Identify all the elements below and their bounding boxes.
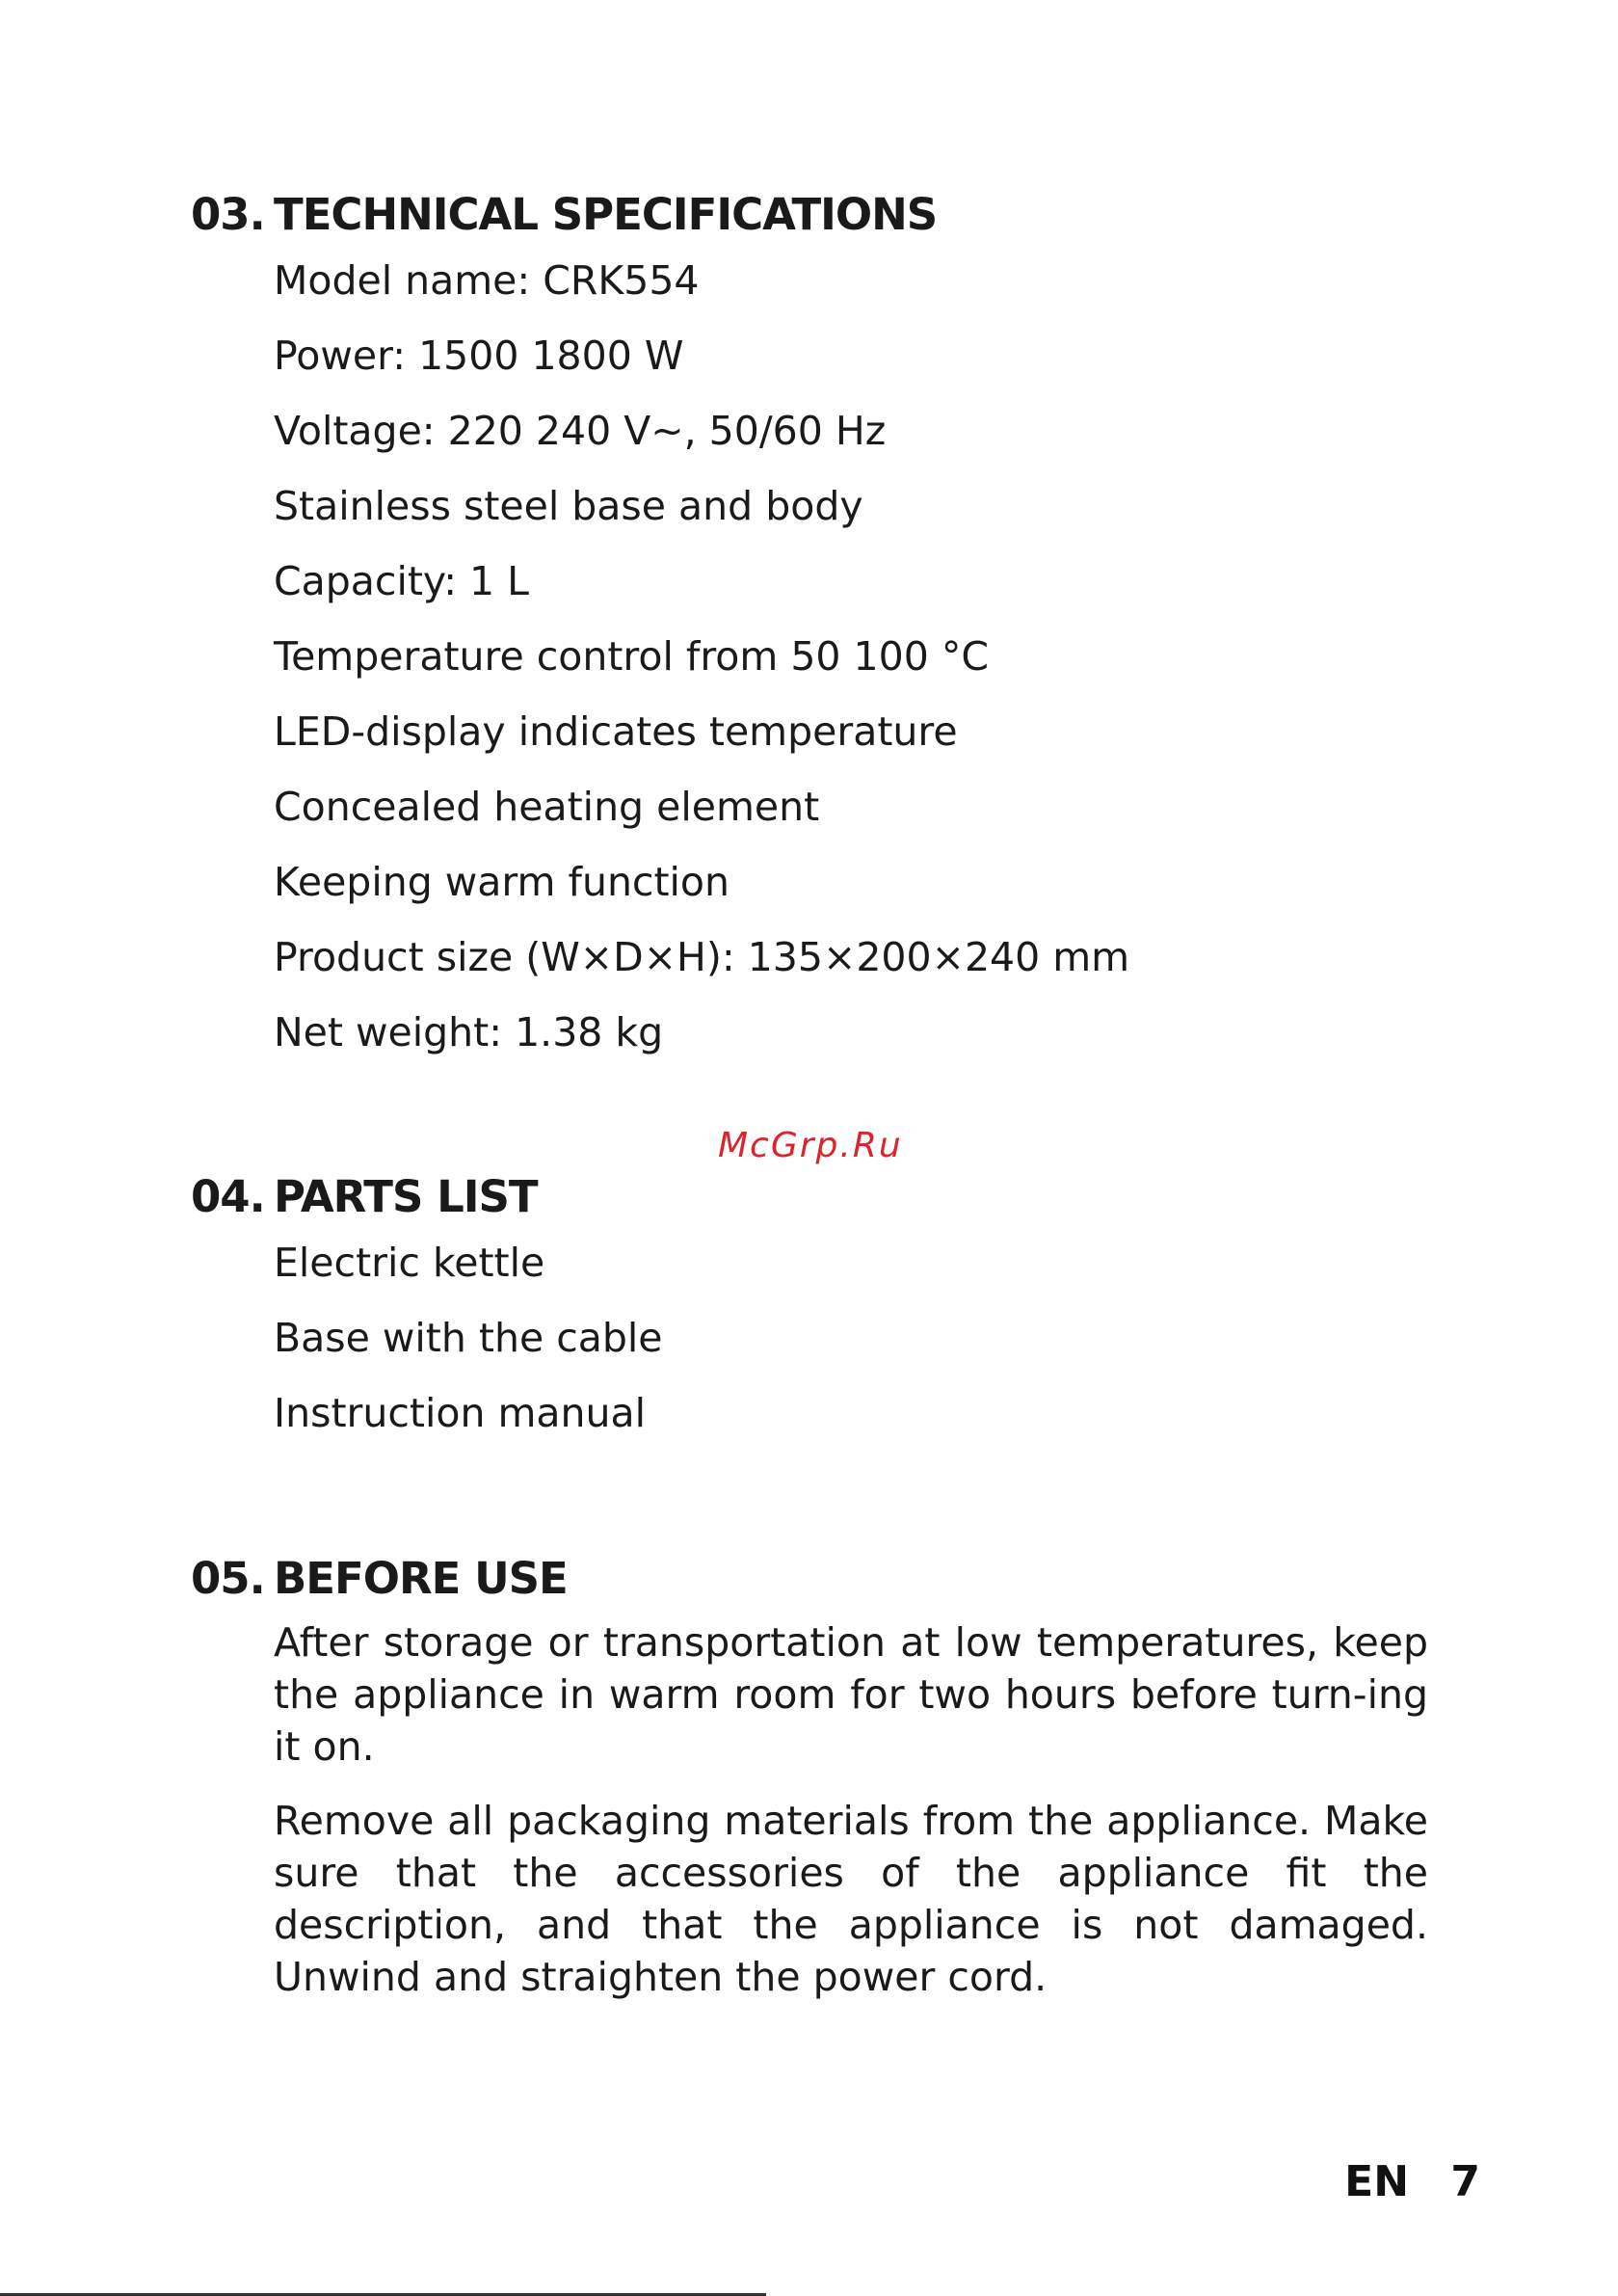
spec-item: Stainless steel base and body xyxy=(274,483,863,529)
section-number: 05. xyxy=(191,1553,265,1604)
spec-item: LED-display indicates temperature xyxy=(274,708,958,755)
before-use-section xyxy=(191,1551,1434,2003)
part-item: Base with the cable xyxy=(274,1315,663,1361)
section-heading xyxy=(191,1169,1434,1225)
spec-item: Concealed heating element xyxy=(274,784,820,830)
technical-specifications-section xyxy=(191,187,1434,1070)
part-item: Instruction manual xyxy=(274,1390,647,1436)
watermark-text: McGrp.Ru xyxy=(718,1126,903,1165)
section-number: 03. xyxy=(191,189,265,240)
section-title: PARTS LIST xyxy=(274,1171,538,1222)
language-label: EN xyxy=(1344,2157,1410,2206)
page-number: 7 xyxy=(1450,2157,1480,2206)
section-heading xyxy=(191,1551,1434,1607)
section-heading xyxy=(191,187,1434,243)
spec-item: Net weight: 1.38 kg xyxy=(274,1009,664,1055)
spec-item: Keeping warm function xyxy=(274,859,730,905)
section-title: BEFORE USE xyxy=(274,1553,568,1604)
spec-list xyxy=(274,243,1434,1070)
section-title: TECHNICAL SPECIFICATIONS xyxy=(274,189,938,240)
spec-item: Product size (W×D×H): 135×200×240 mm xyxy=(274,934,1130,980)
spec-item: Capacity: 1 L xyxy=(274,558,529,604)
section-number: 04. xyxy=(191,1171,265,1222)
parts-list-section xyxy=(191,1169,1434,1451)
spec-item: Temperature control from 50 100 °C xyxy=(274,633,989,680)
paragraph: After storage or transportation at low temperatures, keep the appliance in warm room for two hours before turn-ing it on. xyxy=(274,1619,1428,1770)
parts-list xyxy=(274,1225,1434,1451)
part-item: Electric kettle xyxy=(274,1240,545,1286)
paragraph: Remove all packaging materials from the appliance. Make sure that the accessories of the appliance fit the description, and that the appliance is not damaged. Unwind and straighten the power cord. xyxy=(274,1798,1428,2000)
page-footer xyxy=(1344,2157,1480,2206)
spec-item: Power: 1500 1800 W xyxy=(274,333,684,379)
spec-item: Voltage: 220 240 V~, 50/60 Hz xyxy=(274,408,887,454)
spec-item: Model name: CRK554 xyxy=(274,257,700,304)
